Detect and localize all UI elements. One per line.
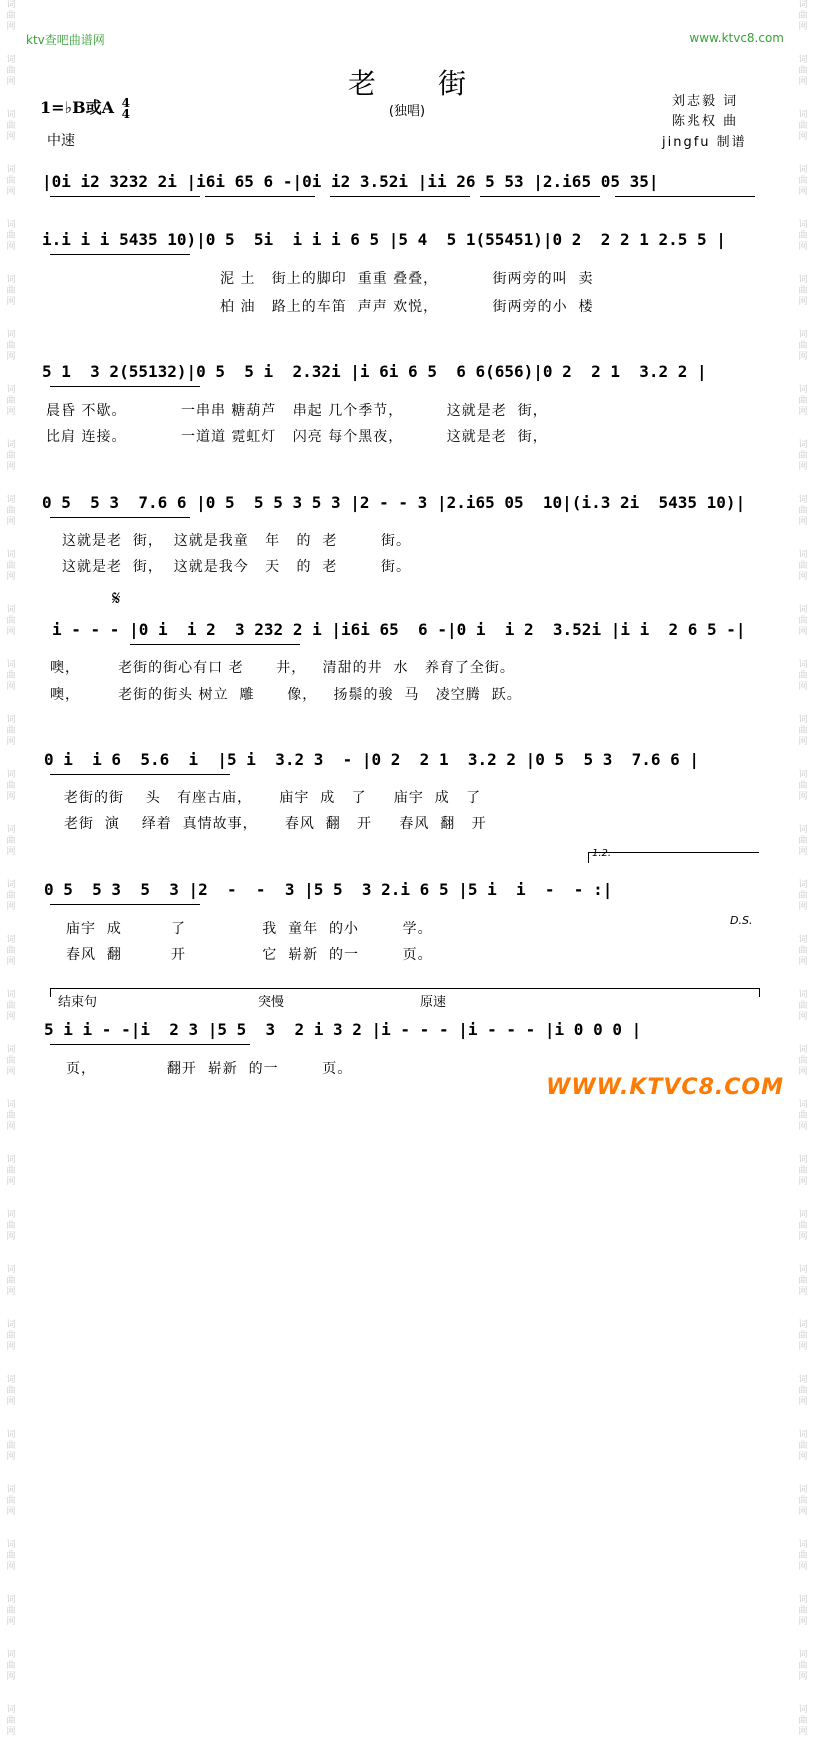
side-watermark-text: 词曲网 <box>798 1100 808 1132</box>
side-watermark-text: 词曲网 <box>798 1045 808 1077</box>
side-watermark-text: 词曲网 <box>6 1650 16 1682</box>
side-watermark-text: 词曲网 <box>798 715 808 747</box>
side-watermark-text: 词曲网 <box>798 275 808 307</box>
ending-bracket <box>50 988 760 997</box>
left-watermark-strip <box>0 0 22 1737</box>
side-watermark-text: 词曲网 <box>6 825 16 857</box>
side-watermark-text: 词曲网 <box>798 440 808 472</box>
beam-line <box>50 386 200 387</box>
score-row-1: |0i i2 3232 2i |i6i 65 6 -|0i i2 3.52i |ii 26 5 53 |2.i65 05 35| <box>42 172 659 191</box>
score-row-6: 0 i i 6 5.6 i |5 i 3.2 3 - |0 2 2 1 3.2 2 |0 5 5 3 7.6 6 | <box>44 750 700 769</box>
side-watermark-text: 词曲网 <box>6 275 16 307</box>
lyrics-row-2-verse-1: 泥 土 街上的脚印 重重 叠叠， 街两旁的叫 卖 <box>220 271 594 287</box>
lyrics-row-4-verse-1: 这就是老 街， 这就是我童 年 的 老 街。 <box>62 533 412 549</box>
side-watermark-text: 词曲网 <box>798 55 808 87</box>
beam-line <box>50 774 230 775</box>
side-watermark-text: 词曲网 <box>798 770 808 802</box>
arranger-credit: jingfu 制谱 <box>662 135 747 150</box>
side-watermark-text: 词曲网 <box>6 880 16 912</box>
beam-line <box>615 196 755 197</box>
side-watermark-text: 词曲网 <box>798 220 808 252</box>
side-watermark-text: 词曲网 <box>6 715 16 747</box>
side-watermark-text: 词曲网 <box>6 1320 16 1352</box>
lyrics-row-7-verse-2: 春风 翻 开 它 崭新 的一 页。 <box>66 947 433 963</box>
side-watermark-text: 词曲网 <box>798 1320 808 1352</box>
lyrics-row-6-verse-2: 老街 演 绎着 真情故事， 春风 翻 开 春风 翻 开 <box>64 816 487 832</box>
beam-line <box>50 904 200 905</box>
side-watermark-text: 词曲网 <box>798 165 808 197</box>
segno-sign: 𝄋 <box>112 586 121 610</box>
side-watermark-text: 词曲网 <box>6 1430 16 1462</box>
side-watermark-text: 词曲网 <box>798 880 808 912</box>
lyrics-row-2-verse-2: 柏 油 路上的车笛 声声 欢悦， 街两旁的小 楼 <box>220 299 594 315</box>
side-watermark-text: 词曲网 <box>6 605 16 637</box>
side-watermark-text: 词曲网 <box>6 165 16 197</box>
side-watermark-text: 词曲网 <box>6 1375 16 1407</box>
side-watermark-text: 词曲网 <box>798 1595 808 1627</box>
beam-line <box>480 196 600 197</box>
side-watermark-text: 词曲网 <box>6 1100 16 1132</box>
side-watermark-text: 词曲网 <box>798 1210 808 1242</box>
score-row-3: 5 1 3 2(55132)|0 5 5 i 2.32i |i 6i 6 5 6 6(656)|0 2 2 1 3.2 2 | <box>42 362 707 381</box>
side-watermark-text: 词曲网 <box>798 1705 808 1737</box>
lyrics-row-4-verse-2: 这就是老 街， 这就是我今 天 的 老 街。 <box>62 559 412 575</box>
side-watermark-text: 词曲网 <box>798 1375 808 1407</box>
side-watermark-text: 词曲网 <box>798 1650 808 1682</box>
lyrics-row-5-verse-1: 噢， 老街的街心有口 老 井， 清甜的井 水 养育了全街。 <box>50 660 515 676</box>
lyrics-row-8: 页， 翻开 崭新 的一 页。 <box>66 1061 353 1077</box>
beam-line <box>50 196 200 197</box>
side-watermark-text: 词曲网 <box>6 660 16 692</box>
side-watermark-text: 词曲网 <box>798 1155 808 1187</box>
beam-line <box>50 517 190 518</box>
side-watermark-text: 词曲网 <box>6 1045 16 1077</box>
site-watermark-right: www.ktvc8.com <box>689 31 784 45</box>
lyrics-row-3-verse-2: 比肩 连接。 一道道 霓虹灯 闪亮 每个黑夜， 这就是老 街， <box>46 429 548 445</box>
side-watermark-text: 词曲网 <box>6 1595 16 1627</box>
side-watermark-text: 词曲网 <box>6 550 16 582</box>
side-watermark-text: 词曲网 <box>6 495 16 527</box>
side-watermark-text: 词曲网 <box>798 935 808 967</box>
side-watermark-text: 词曲网 <box>6 440 16 472</box>
song-title: 老街 <box>347 67 528 100</box>
side-watermark-text: 词曲网 <box>798 605 808 637</box>
side-watermark-text: 词曲网 <box>6 935 16 967</box>
site-watermark-left: ktv查吧曲谱网 <box>26 33 105 47</box>
side-watermark-text: 词曲网 <box>6 0 16 32</box>
side-watermark-text: 词曲网 <box>798 1430 808 1462</box>
beam-line <box>50 1044 250 1045</box>
a-tempo-label: 原速 <box>420 995 447 1010</box>
bottom-brand-watermark: WWW.KTVC8.COM <box>546 1075 784 1100</box>
key-signature <box>40 95 130 120</box>
score-row-4: 0 5 5 3 7.6 6 |0 5 5 5 3 5 3 |2 - - 3 |2.i65 05 10|(i.3 2i 5435 10)| <box>42 493 746 512</box>
side-watermark-text: 词曲网 <box>798 825 808 857</box>
lyrics-row-7-verse-1: 庙宇 成 了 我 童年 的小 学。 <box>66 921 433 937</box>
beam-line <box>50 254 190 255</box>
dal-segno-mark: D.S. <box>730 914 753 927</box>
side-watermark-text: 词曲网 <box>798 1485 808 1517</box>
side-watermark-text: 词曲网 <box>6 1540 16 1572</box>
side-watermark-text: 词曲网 <box>6 55 16 87</box>
lyrics-row-5-verse-2: 噢， 老街的街头 树立 雕 像， 扬鬃的骏 马 凌空腾 跃。 <box>50 687 522 703</box>
side-watermark-text: 词曲网 <box>798 1540 808 1572</box>
side-watermark-text: 词曲网 <box>6 1705 16 1737</box>
side-watermark-text: 词曲网 <box>798 1265 808 1297</box>
volta-bracket-label: 1.2. <box>592 848 612 859</box>
beam-line <box>130 644 300 645</box>
beam-line <box>330 196 470 197</box>
side-watermark-text: 词曲网 <box>798 990 808 1022</box>
side-watermark-text: 词曲网 <box>6 1485 16 1517</box>
score-row-8: 5 i i - -|i 2 3 |5 5 3 2 i 3 2 |i - - - |i - - - |i 0 0 0 | <box>44 1020 642 1039</box>
score-row-7: 0 5 5 3 5 3 |2 - - 3 |5 5 3 2.i 6 5 |5 i i - - :| <box>44 880 613 899</box>
side-watermark-text: 词曲网 <box>6 220 16 252</box>
side-watermark-text: 词曲网 <box>6 330 16 362</box>
score-row-2: i.i i i 5435 10)|0 5 5i i i i 6 5 |5 4 5 1(55451)|0 2 2 2 1 2.5 5 | <box>42 230 726 249</box>
composer-credit: 陈兆权 曲 <box>672 114 739 129</box>
volta-bracket <box>588 852 759 863</box>
beam-line <box>205 196 315 197</box>
side-watermark-text: 词曲网 <box>798 550 808 582</box>
lyrics-row-3-verse-1: 晨昏 不歇。 一串串 糖葫芦 串起 几个季节， 这就是老 街， <box>46 403 548 419</box>
time-sig-bottom: 4 <box>121 106 130 121</box>
side-watermark-text: 词曲网 <box>798 0 808 32</box>
tempo-marking: 中速 <box>47 133 75 149</box>
side-watermark-text: 词曲网 <box>6 770 16 802</box>
key-text: 1=♭B或A <box>40 98 115 117</box>
song-subtitle: (独唱) <box>388 104 426 119</box>
side-watermark-text: 词曲网 <box>6 1265 16 1297</box>
side-watermark-text: 词曲网 <box>6 1155 16 1187</box>
side-watermark-text: 词曲网 <box>798 495 808 527</box>
ending-label: 结束句 <box>58 995 98 1010</box>
right-watermark-strip <box>792 0 814 1737</box>
side-watermark-text: 词曲网 <box>6 1210 16 1242</box>
time-signature <box>121 95 130 121</box>
side-watermark-text: 词曲网 <box>798 385 808 417</box>
time-sig-top: 4 <box>121 95 130 110</box>
side-watermark-text: 词曲网 <box>6 110 16 142</box>
side-watermark-text: 词曲网 <box>798 330 808 362</box>
side-watermark-text: 词曲网 <box>798 110 808 142</box>
side-watermark-text: 词曲网 <box>6 385 16 417</box>
lyricist-credit: 刘志毅 词 <box>672 94 739 109</box>
lyrics-row-6-verse-1: 老街的街 头 有座古庙， 庙宇 成 了 庙宇 成 了 <box>64 790 482 806</box>
side-watermark-text: 词曲网 <box>798 660 808 692</box>
side-watermark-text: 词曲网 <box>6 990 16 1022</box>
score-row-5: i - - - |0 i i 2 3 232 2 i |i6i 65 6 -|0 i i 2 3.52i |i i 2 6 5 -| <box>52 620 746 639</box>
sudden-slow-label: 突慢 <box>258 995 285 1010</box>
